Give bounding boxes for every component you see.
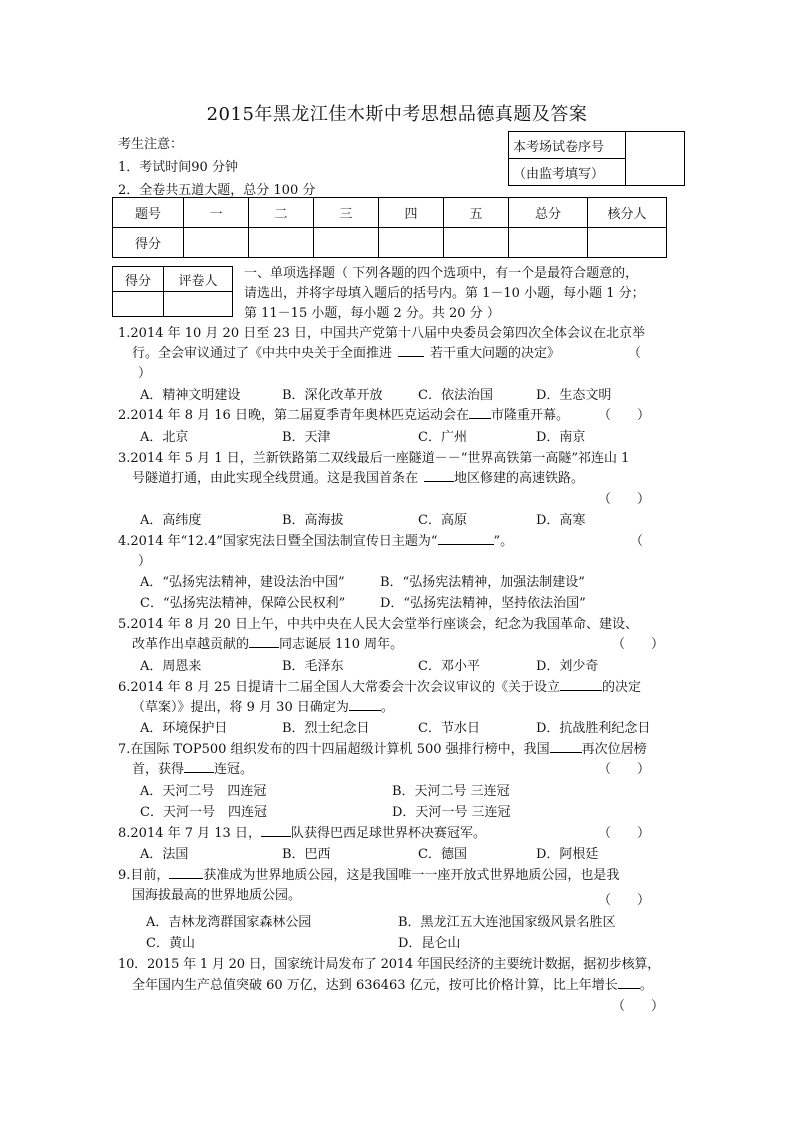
q9-stem-line1: 9.目前， 获准成为世界地质公园，这是我国唯一一座开放式世界地质公园，也是我	[118, 868, 620, 883]
q10-stem-line1: 10．2015 年 1 月 20 日，国家统计局发布了 2014 年国民经济的主要统计数据，据初步核算，	[118, 957, 661, 972]
q10-stem-line2: 全年国内生产总值突破 60 万亿，达到 636463 亿元，按可比价格计算，比上年增长 。	[132, 978, 653, 993]
q2-option-c[interactable]: C．广州	[418, 430, 467, 445]
q2-option-b[interactable]: B．天津	[282, 430, 331, 445]
q6-stem-line1: 6.2014 年 8 月 25 日提请十二届全国人大常委会十次会议审议的《关于设立 的决定	[118, 680, 641, 695]
q6-blank-2[interactable]	[349, 698, 381, 711]
q7-stem-line2: 首，获得 连冠。	[132, 762, 254, 777]
q6-stem-line2: （草案）》提出，将 9 月 30 日确定为 。	[132, 700, 394, 715]
q3-option-a[interactable]: A．高纬度	[140, 513, 202, 528]
q3-option-b[interactable]: B．高海拔	[282, 513, 344, 528]
q5-option-a[interactable]: A．周恩来	[140, 659, 202, 674]
q5-option-d[interactable]: D．刘少奇	[536, 659, 599, 674]
q7-option-b[interactable]: B．天河二号 三连冠	[392, 784, 510, 799]
q9-option-a[interactable]: A．吉林龙湾群国家森林公园	[146, 915, 312, 930]
q3-blank[interactable]	[424, 469, 454, 482]
q5-stem-line2: 改革作出卓越贡献的 同志诞辰 110 周年。	[132, 637, 404, 652]
q2-stem: 2.2014 年 8 月 16 日晚，第二届夏季青年奥林匹克运动会在 市隆重开幕。	[118, 408, 569, 423]
score-header-cell: 五	[444, 198, 509, 228]
grader-table	[112, 266, 233, 317]
q8-option-a[interactable]: A．法国	[140, 847, 189, 862]
q2-option-a[interactable]: A．北京	[140, 430, 189, 445]
score-header-cell: 三	[314, 198, 379, 228]
score-cell[interactable]	[249, 228, 314, 258]
q1-stem-line1: 1.2014 年 10 月 20 日至 23 日，中国共产党第十八届中央委员会第四次全体会议在北京举	[118, 326, 646, 341]
q1-answer-paren-close: ）	[138, 366, 152, 381]
score-header-cell: 四	[379, 198, 444, 228]
q5-option-b[interactable]: B．毛泽东	[282, 659, 344, 674]
q8-option-d[interactable]: D．阿根廷	[536, 847, 599, 862]
grader-reviewer-cell[interactable]	[164, 292, 233, 317]
q9-option-d[interactable]: D．昆仑山	[398, 936, 461, 951]
q4-option-c[interactable]: C．“弘扬宪法精神，保障公民权利”	[140, 596, 346, 611]
q2-option-d[interactable]: D．南京	[536, 430, 586, 445]
q8-option-b[interactable]: B．巴西	[282, 847, 331, 862]
grader-reviewer-label: 评卷人	[164, 267, 233, 292]
q1-blank[interactable]	[398, 344, 424, 357]
q1-option-b[interactable]: B．深化改革开放	[282, 388, 383, 403]
q4-option-d[interactable]: D．“弘扬宪法精神，坚持依法治国”	[380, 596, 586, 611]
q9-answer-paren[interactable]: （ ）	[598, 893, 651, 908]
q1-stem-line2: 行。全会审议通过了《中共中央关于全面推进 若干重大问题的决定》	[132, 346, 561, 361]
q7-blank-2[interactable]	[184, 760, 214, 773]
q7-option-d[interactable]: D．天河一号 三连冠	[392, 805, 511, 820]
score-cell[interactable]	[379, 228, 444, 258]
score-value-row	[113, 228, 667, 258]
q1-answer-paren-open[interactable]: （	[628, 346, 642, 361]
q4-blank[interactable]	[438, 532, 494, 545]
q7-blank-1[interactable]	[550, 740, 582, 753]
section1-instructions-3: 第 11－15 小题，每小题 2 分。共 20 分 ）	[244, 306, 500, 321]
q7-option-c[interactable]: C．天河一号 四连冠	[140, 805, 267, 820]
q8-blank[interactable]	[261, 824, 291, 837]
score-header-cell: 一	[184, 198, 249, 228]
serial-number-box	[508, 131, 685, 186]
q6-option-a[interactable]: A．环境保护日	[140, 721, 228, 736]
q5-answer-paren[interactable]: （ ）	[612, 637, 665, 652]
serial-note: （由监考填写）	[509, 159, 626, 186]
q9-option-c[interactable]: C．黄山	[146, 936, 195, 951]
section1-instructions-1: 一、单项选择题（ 下列各题的四个选项中，有一个是最符合题意的，	[244, 266, 639, 281]
notice-heading: 考生注意：	[118, 137, 184, 152]
section1-instructions-2: 请选出，并将字母填入题后的括号内。第 1－10 小题，每小题 1 分；	[244, 286, 645, 301]
q4-answer-paren-open[interactable]: （	[630, 534, 644, 549]
q8-stem: 8.2014 年 7 月 13 日， 队获得巴西足球世界杯决赛冠军。	[118, 826, 486, 841]
grader-score-label: 得分	[113, 267, 164, 292]
score-header-row	[113, 198, 667, 228]
q4-stem: 4.2014 年“12.4”国家宪法日暨全国法制宣传日主题为“ ”。	[118, 534, 514, 549]
score-cell[interactable]	[588, 228, 667, 258]
q10-blank[interactable]	[618, 976, 640, 989]
q1-option-d[interactable]: D．生态文明	[536, 388, 612, 403]
q3-stem-line2: 号隧道打通，由此实现全线贯通。这是我国首条在 地区修建的高速铁路。	[132, 471, 585, 486]
score-cell[interactable]	[314, 228, 379, 258]
q6-option-c[interactable]: C．节水日	[418, 721, 480, 736]
q2-blank[interactable]	[469, 406, 491, 419]
q3-stem-line1: 3.2014 年 5 月 1 日，兰新铁路第二双线最后一座隧道－－“世界高铁第一高隧”祁连山 1	[118, 451, 630, 466]
q1-option-a[interactable]: A．精神文明建设	[140, 388, 241, 403]
score-cell[interactable]	[509, 228, 588, 258]
page-title: 2015年黑龙江佳木斯中考思想品德真题及答案	[206, 104, 588, 125]
q6-blank-1[interactable]	[560, 678, 602, 691]
q2-answer-paren[interactable]: （ ）	[598, 408, 651, 423]
grader-score-cell[interactable]	[113, 292, 164, 317]
q10-answer-paren[interactable]: （ ）	[612, 999, 665, 1014]
q4-option-b[interactable]: B．“弘扬宪法精神，加强法制建设”	[380, 575, 585, 590]
q1-option-c[interactable]: C．依法治国	[418, 388, 493, 403]
score-cell[interactable]	[444, 228, 509, 258]
q5-stem-line1: 5.2014 年 8 月 20 日上午，中共中央在人民大会堂举行座谈会，纪念为我国革命、建设、	[118, 617, 638, 632]
q8-answer-paren[interactable]: （ ）	[598, 826, 651, 841]
score-header-cell: 总分	[509, 198, 588, 228]
serial-label: 本考场试卷序号	[509, 132, 626, 159]
q3-option-d[interactable]: D．高寒	[536, 513, 586, 528]
score-table	[112, 197, 667, 258]
q6-option-d[interactable]: D．抗战胜利纪念日	[536, 721, 651, 736]
q3-answer-paren[interactable]: （ ）	[598, 492, 651, 507]
serial-value-cell[interactable]	[626, 132, 685, 186]
q7-answer-paren[interactable]: （ ）	[598, 762, 651, 777]
score-cell[interactable]	[184, 228, 249, 258]
q9-stem-line2: 国海拔最高的世界地质公园。	[132, 888, 302, 903]
score-header-cell: 二	[249, 198, 314, 228]
notice-item-2: 2．全卷共五道大题，总分 100 分	[118, 183, 316, 198]
notice-item-1: 1．考试时间90 分钟	[118, 160, 238, 175]
score-header-cell: 核分人	[588, 198, 667, 228]
q4-answer-paren-close: ）	[138, 554, 152, 569]
q3-option-c[interactable]: C．高原	[418, 513, 467, 528]
q7-stem-line1: 7.在国际 TOP500 组织发布的四十四届超级计算机 500 强排行榜中，我国 再次位居榜	[118, 742, 647, 757]
q7-option-a[interactable]: A．天河二号 四连冠	[140, 784, 267, 799]
q5-option-c[interactable]: C．邓小平	[418, 659, 480, 674]
q9-option-b[interactable]: B．黑龙江五大连池国家级风景名胜区	[398, 915, 616, 930]
q9-blank[interactable]	[169, 866, 203, 879]
q8-option-c[interactable]: C．德国	[418, 847, 467, 862]
score-row-label: 得分	[113, 228, 184, 258]
q6-option-b[interactable]: B．烈士纪念日	[282, 721, 370, 736]
q5-blank[interactable]	[249, 635, 279, 648]
q4-option-a[interactable]: A．“弘扬宪法精神，建设法治中国”	[140, 575, 345, 590]
score-header-cell: 题号	[113, 198, 184, 228]
